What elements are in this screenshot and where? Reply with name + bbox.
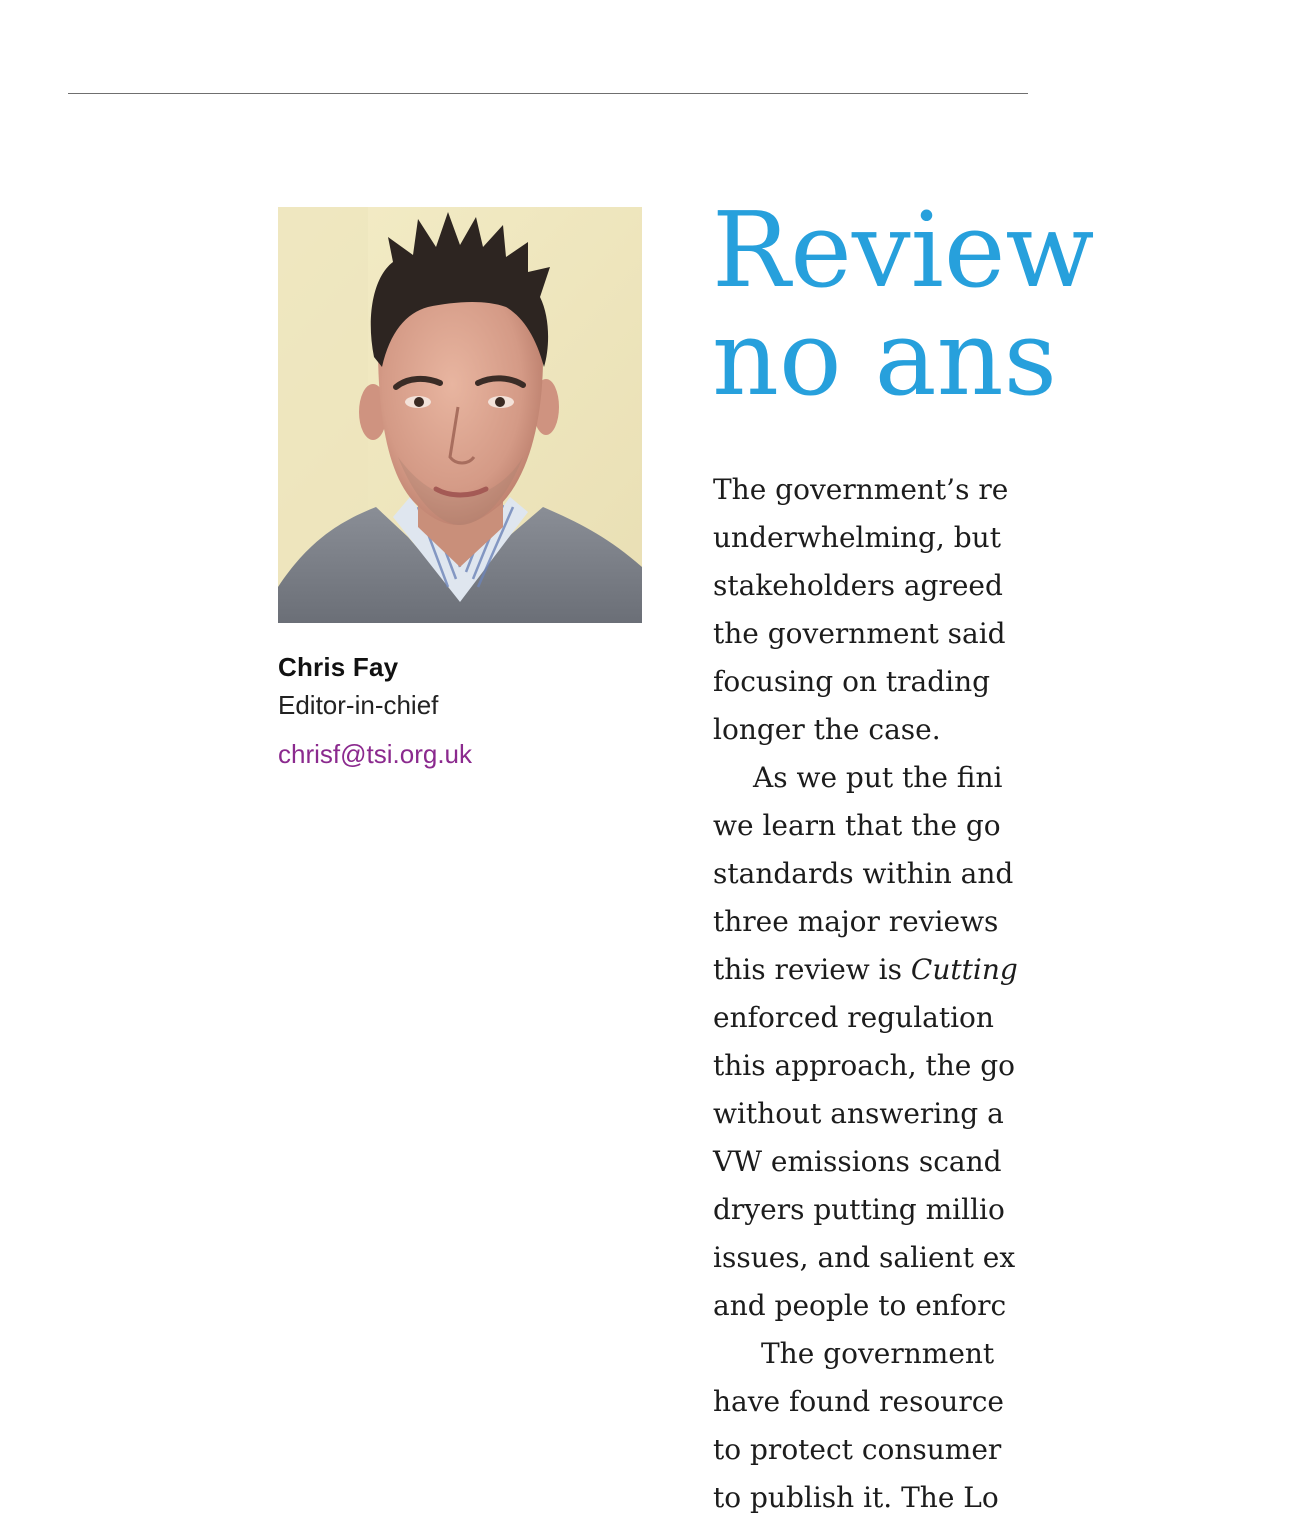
- author-role: Editor-in-chief: [278, 690, 439, 720]
- headline-line-2: no ans: [712, 297, 1058, 419]
- body-line-text: this review is: [713, 953, 911, 986]
- body-line: without answering a: [713, 1097, 1004, 1130]
- body-line-with-italic: [713, 946, 1313, 994]
- italic-title-fragment: Cutting: [910, 953, 1018, 986]
- body-line: The government: [761, 1337, 995, 1370]
- headline-line-1: Review: [712, 189, 1095, 311]
- article-body: [713, 466, 1313, 1522]
- body-line: dryers putting millio: [713, 1193, 1005, 1226]
- author-byline: [278, 648, 638, 770]
- body-line: to publish it. The Lo: [713, 1481, 999, 1514]
- author-name: Chris Fay: [278, 652, 399, 682]
- body-line: The government’s re: [713, 473, 1009, 506]
- body-line: three major reviews: [713, 905, 999, 938]
- body-line: to protect consumer: [713, 1433, 1002, 1466]
- body-line: longer the case.: [713, 713, 941, 746]
- body-line: enforced regulation: [713, 1001, 994, 1034]
- article-headline: [712, 189, 1312, 419]
- body-line: and people to enforc: [713, 1289, 1007, 1322]
- top-divider: [68, 93, 1028, 94]
- author-email-link[interactable]: chrisf@tsi.org.uk: [278, 739, 472, 769]
- body-line: focusing on trading: [713, 665, 991, 698]
- body-line: VW emissions scand: [713, 1145, 1002, 1178]
- body-line: the government said: [713, 617, 1006, 650]
- body-line: we learn that the go: [713, 809, 1001, 842]
- body-line: stakeholders agreed: [713, 569, 1003, 602]
- body-line: issues, and salient ex: [713, 1241, 1016, 1274]
- body-line: underwhelming, but: [713, 521, 1001, 554]
- body-line: standards within and: [713, 857, 1014, 890]
- author-photo: [278, 207, 642, 623]
- body-line: As we put the fini: [753, 761, 1003, 794]
- body-line: this approach, the go: [713, 1049, 1016, 1082]
- body-line: have found resource: [713, 1385, 1004, 1418]
